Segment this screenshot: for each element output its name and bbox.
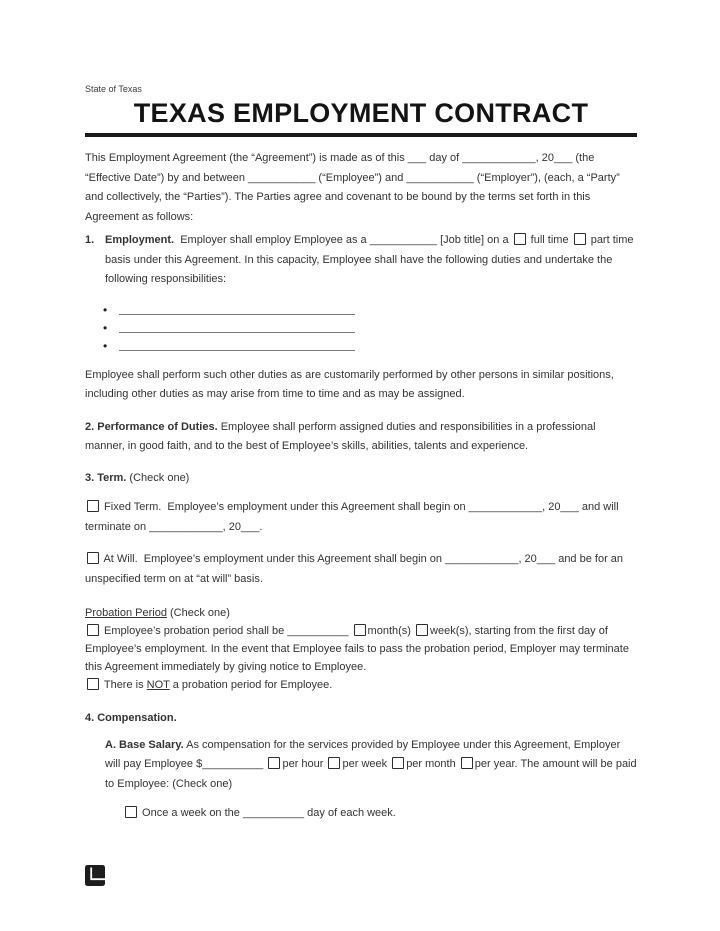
section-1-text: Employer shall employ Employee as a ___________ [Job title] on a full time part time basis under this Agreement. In this capacity, Employee shall have the following duties and undertake the following responsibilities: [105, 234, 637, 285]
probation-option-none [85, 676, 637, 694]
probation-none-prefix: There is [85, 679, 147, 691]
checkbox[interactable] [328, 757, 340, 769]
checkbox[interactable] [574, 233, 586, 245]
checkbox[interactable] [416, 624, 428, 636]
probation-heading-note: (Check one) [166, 607, 230, 619]
title-underline [85, 133, 637, 137]
duty-list-item [103, 339, 637, 351]
duty-blank-line[interactable] [119, 321, 355, 333]
duty-list-item [103, 303, 637, 315]
base-salary-block [85, 736, 640, 795]
section-2-performance [85, 418, 637, 457]
once-a-week-option: Once a week on the __________ day of each week. [85, 804, 637, 824]
page-title: TEXAS EMPLOYMENT CONTRACT [133, 98, 589, 128]
section-4-heading: 4. Compensation. [85, 712, 177, 724]
legal-templates-logo-icon [84, 863, 106, 888]
checkbox[interactable] [514, 233, 526, 245]
checkbox[interactable] [87, 500, 99, 512]
base-salary-text: As compensation for the services provided by Employee under this Agreement, Employer will pay Employee $__________ per hour per week per month per year. The amount will be paid to Employee: (Check one) [105, 738, 640, 790]
state-label: State of Texas [85, 84, 142, 94]
duty-blank-line[interactable] [119, 303, 355, 315]
probation-section [85, 604, 637, 694]
checkbox[interactable] [268, 757, 280, 769]
base-salary-paragraph [105, 736, 640, 795]
fixed-term-option: Fixed Term. Employee’s employment under this Agreement shall begin on ____________, 20___ and will terminate on ____________, 20___. [85, 501, 622, 533]
bullet-icon: • [103, 302, 108, 317]
duty-list-item [103, 321, 637, 333]
checkbox[interactable] [461, 757, 473, 769]
section-2-heading: 2. Performance of Duties. [85, 420, 218, 433]
checkbox[interactable] [87, 552, 99, 564]
legal-templates-logo [84, 863, 106, 888]
section-1-employment [85, 231, 637, 290]
bullet-icon: • [103, 338, 108, 353]
section-2-text: Employee shall perform assigned duties and responsibilities in a professional manner, in good faith, and to the best of Employee’s skills, abilities, talents and experience. [85, 420, 599, 452]
probation-heading [85, 604, 637, 622]
duties-bullet-list [85, 303, 637, 351]
section-1-heading: Employment. [105, 234, 175, 246]
probation-none-not: NOT [146, 679, 170, 691]
checkbox[interactable] [125, 806, 137, 818]
checkbox[interactable] [87, 678, 99, 690]
checkbox[interactable] [87, 624, 99, 636]
intro-paragraph: This Employment Agreement (the “Agreement”) is made as of this ___ day of ____________, 20___ (the “Effective Date”) by and between ___________ (“Employee”) and ___________ (“Employer”), (each, a “Party” and collectively, the “Parties”). The Parties agree and covenant to be bound by the terms set forth in this Agreement as follows: [85, 152, 623, 223]
other-duties-paragraph: Employee shall perform such other duties as are customarily performed by other persons in similar positions, including other duties as may arise from time to time and as may be assigned. [85, 368, 617, 400]
section-1-body [105, 231, 637, 290]
checkbox[interactable] [392, 757, 404, 769]
base-salary-heading: A. Base Salary. [105, 738, 184, 751]
section-3-note: (Check one) [126, 471, 190, 484]
checkbox[interactable] [354, 624, 366, 636]
at-will-option: At Will. Employee’s employment under this Agreement shall begin on ____________, 20___ and be for an unspecified term on at “at will” basis. [85, 553, 627, 585]
probation-heading-label: Probation Period [85, 607, 167, 619]
duty-blank-line[interactable] [119, 339, 355, 351]
section-3-term-heading [85, 469, 637, 489]
bullet-icon: • [103, 320, 108, 335]
probation-none-suffix: a probation period for Employee. [169, 679, 333, 691]
section-3-heading: 3. Term. [85, 471, 127, 484]
section-1-number: 1. [85, 234, 95, 246]
probation-option-duration: Employee’s probation period shall be __________ month(s) week(s), starting from the first day of Employee’s employment. In the event that Employee fails to pass the probation period, Employer may terminate this Agreement immediately by giving notice to Employee. [85, 625, 633, 673]
